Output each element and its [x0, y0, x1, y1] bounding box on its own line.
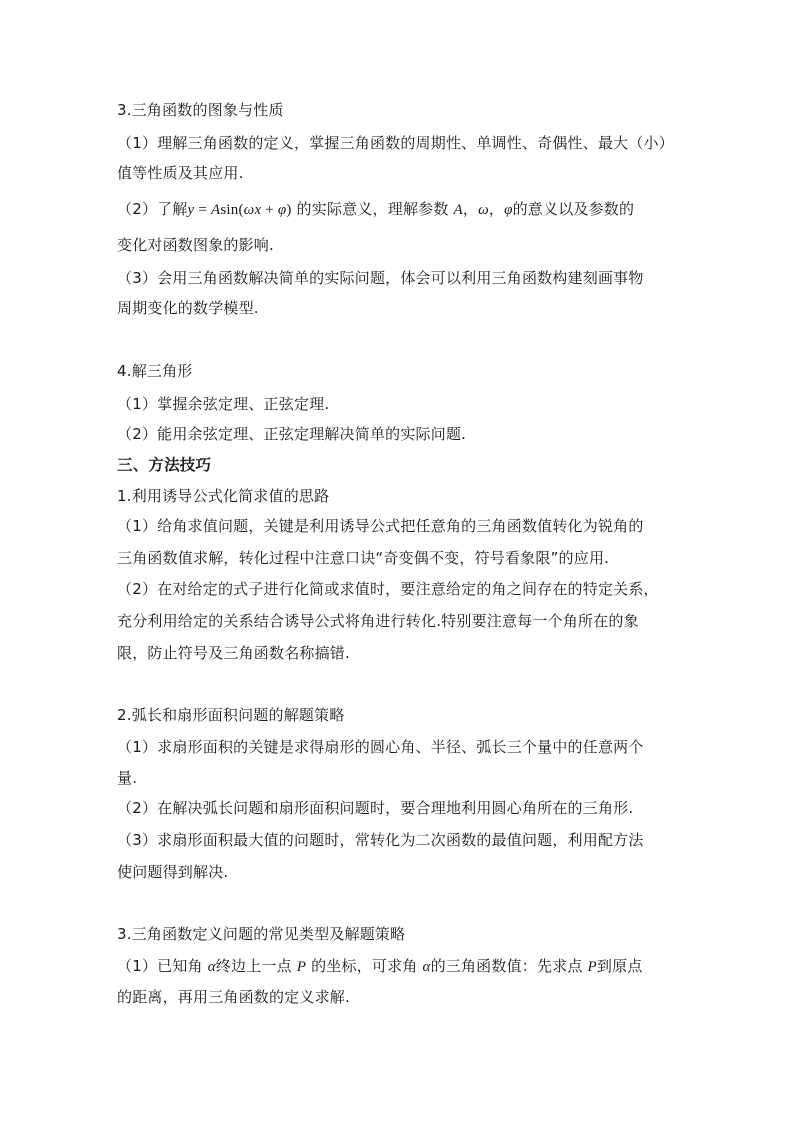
m1-paragraph-1-line-1: （1）给角求值问题，关键是利用诱导公式把任意角的三角函数值转化为锐角的 — [117, 517, 644, 535]
param-omega: ω — [478, 202, 489, 218]
param-sep-2: ， — [488, 200, 505, 218]
param-A: A — [453, 202, 463, 218]
m1-paragraph-1-line-2: 三角函数值求解，转化过程中注意口诀“奇变偶不变，符号看象限”的应用. — [117, 549, 610, 567]
formula-omega-x: ωx — [243, 202, 262, 218]
m2-paragraph-1-line-2: 量. — [117, 769, 138, 787]
formula-close: ) — [286, 202, 292, 218]
m1-paragraph-2-line-2: 充分利用给定的关系结合诱导公式将角进行转化.特别要注意每一个角所在的象 — [117, 612, 639, 630]
m1-paragraph-2-line-3: 限，防止符号及三角函数名称搞错. — [117, 644, 350, 662]
formula-equals: = — [194, 202, 211, 218]
s3-paragraph-2-line-2: 变化对函数图象的影响. — [117, 236, 274, 254]
param-sep-1: ， — [462, 200, 479, 218]
point-P-2: P — [587, 959, 597, 975]
s3-p2-middle: 的实际意义，理解参数 — [291, 200, 454, 218]
m3-p1-mid-3: 的三角函数值：先求点 — [430, 957, 588, 975]
s3-paragraph-3-line-1: （3）会用三角函数解决简单的实际问题，体会可以利用三角函数构建刻画事物 — [117, 269, 644, 287]
m3-p1-prefix: （1）已知角 — [117, 957, 208, 975]
m1-paragraph-2-line-1: （2）在对给定的式子进行化简或求值时，要注意给定的角之间存在的特定关系， — [117, 580, 659, 598]
alpha-2: α — [422, 959, 431, 975]
m3-p1-mid-1: 终边上一点 — [215, 957, 297, 975]
param-phi: φ — [504, 202, 513, 218]
m2-paragraph-3-line-2: 使问题得到解决. — [117, 863, 229, 881]
s3-p2-prefix: （2）了解 — [117, 200, 188, 218]
formula-y: y — [187, 202, 195, 218]
method-3-title: 3.三角函数定义问题的常见类型及解题策略 — [117, 925, 406, 943]
alpha-1: α — [207, 959, 216, 975]
s4-paragraph-1: （1）掌握余弦定理、正弦定理. — [117, 395, 330, 413]
m2-paragraph-1-line-1: （1）求扇形面积的关键是求得扇形的圆心角、半径、弧长三个量中的任意两个 — [117, 738, 644, 756]
s3-paragraph-1-line-1: （1）理解三角函数的定义，掌握三角函数的周期性、单调性、奇偶性、最大（小） — [117, 134, 674, 152]
point-P-1: P — [296, 959, 307, 975]
s3-p2-suffix: 的意义以及参数的 — [512, 200, 635, 218]
heading-methods: 三、方法技巧 — [117, 456, 212, 474]
formula-plus: + — [261, 202, 278, 218]
method-2-title: 2.弧长和扇形面积问题的解题策略 — [117, 706, 345, 724]
m3-p1-mid-2: 的坐标，可求角 — [306, 957, 423, 975]
m3-p1-suffix: 到原点 — [596, 957, 643, 975]
m3-paragraph-1-line-2: 的距离，再用三角函数的定义求解. — [117, 988, 350, 1006]
formula-sin: sin( — [220, 202, 244, 218]
s4-paragraph-2: （2）能用余弦定理、正弦定理解决简单的实际问题. — [117, 425, 467, 443]
formula-A: A — [210, 202, 221, 218]
section-3-title: 3.三角函数的图象与性质 — [117, 101, 284, 119]
s3-paragraph-2-line-1 — [117, 198, 634, 221]
section-4-title: 4.解三角形 — [117, 362, 193, 380]
s3-paragraph-1-line-2: 值等性质及其应用. — [117, 164, 244, 182]
formula-phi: φ — [277, 202, 287, 218]
method-1-title: 1.利用诱导公式化简求值的思路 — [117, 487, 330, 505]
m2-paragraph-3-line-1: （3）求扇形面积最大值的问题时，常转化为二次函数的最值问题，利用配方法 — [117, 831, 644, 849]
s3-paragraph-3-line-2: 周期变化的数学模型. — [117, 299, 259, 317]
m3-paragraph-1-line-1 — [117, 955, 643, 978]
m2-paragraph-2: （2）在解决弧长问题和扇形面积问题时，要合理地利用圆心角所在的三角形. — [117, 799, 634, 817]
